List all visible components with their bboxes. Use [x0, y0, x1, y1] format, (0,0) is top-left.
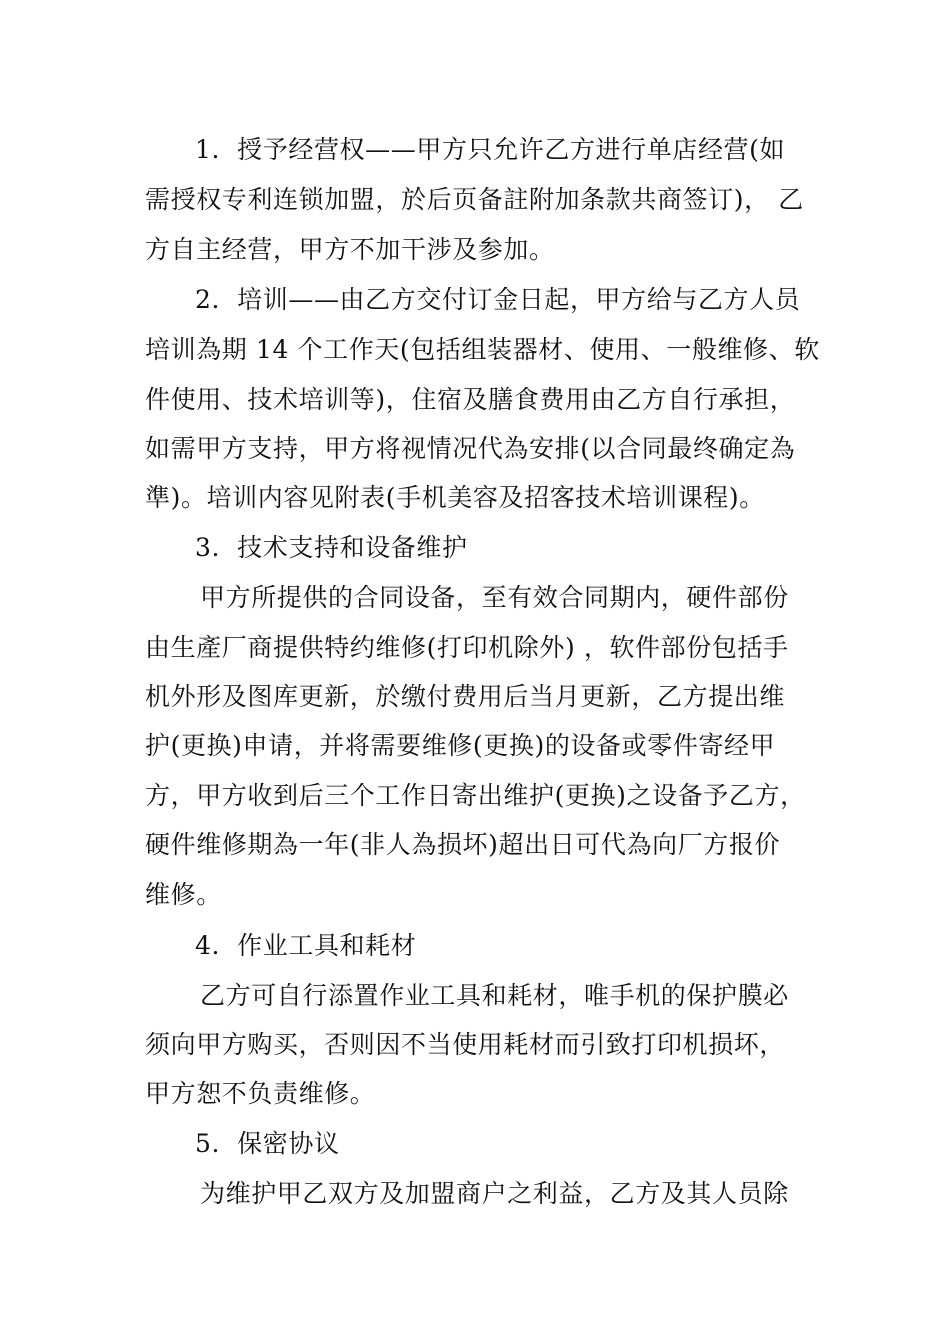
clause-3-heading: 3. 技术支持和设备维护: [195, 533, 468, 562]
clause-4-line-3: 甲方恕不负责维修。: [145, 1079, 376, 1108]
clause-4-line-2: 须向甲方购买，否则因不当使用耗材而引致打印机损坏，: [145, 1030, 786, 1059]
clause-1-line-1: 1. 授予经营权——甲方只允许乙方进行单店经营(如: [195, 135, 786, 164]
clause-3-line-7: 维修。: [145, 880, 222, 909]
clause-4-heading: 4. 作业工具和耗材: [195, 931, 417, 960]
clause-5-heading: 5. 保密协议: [195, 1129, 340, 1158]
clause-3-line-6: 硬件维修期為一年(非人為损坏)超出日可代為向厂方报价: [145, 830, 781, 859]
clause-3-line-4: 护(更换)申请，并将需要维修(更换)的设备或零件寄经甲: [145, 731, 776, 760]
clause-3-line-3: 机外形及图库更新，於缴付费用后当月更新，乙方提出维: [145, 682, 786, 711]
clause-1-line-3: 方自主经营，甲方不加干涉及参加。: [145, 235, 555, 264]
clause-3-line-1: 甲方所提供的合同设备，至有效合同期内，硬件部份: [200, 583, 789, 612]
clause-3-line-2: 由生產厂商提供特约维修(打印机除外) ，软件部份包括手: [145, 633, 789, 662]
clause-1-line-2: 需授权专利连锁加盟，於后页备註附加条款共商签订)， 乙: [145, 185, 804, 214]
clause-4-line-1: 乙方可自行添置作业工具和耗材，唯手机的保护膜必: [200, 981, 789, 1010]
clause-2-line-3: 件使用、技术培训等)，住宿及膳食费用由乙方自行承担，: [145, 385, 796, 414]
clause-2-line-5: 準)。培训内容见附表(手机美容及招客技术培训课程)。: [145, 483, 765, 512]
clause-3-line-5: 方，甲方收到后三个工作日寄出维护(更换)之设备予乙方，: [145, 781, 806, 810]
clause-5-line-1: 为维护甲乙双方及加盟商户之利益，乙方及其人员除: [200, 1179, 789, 1208]
clause-2-line-4: 如需甲方支持，甲方将视情况代為安排(以合同最终确定為: [145, 434, 796, 463]
clause-2-line-2: 培训為期 14 个工作天(包括组装器材、使用、一般维修、软: [145, 335, 820, 364]
clause-2-line-1: 2. 培训——由乙方交付订金日起，甲方给与乙方人员: [195, 285, 801, 314]
